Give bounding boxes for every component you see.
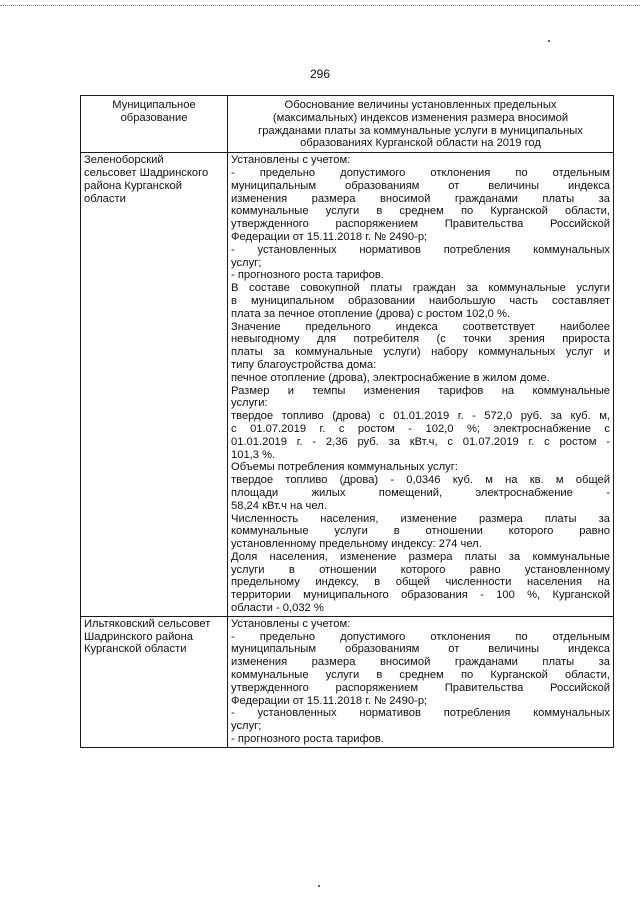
table-row	[81, 616, 614, 747]
header-line: Муниципальное	[112, 99, 196, 111]
justification-line: - прогнозного роста тарифов.	[231, 733, 384, 746]
municipality-cell	[81, 616, 228, 747]
page-number: 296	[309, 67, 331, 81]
scan-speck	[318, 885, 320, 887]
justification-line: в муниципальном образовании наибольшую часть составляет	[231, 294, 610, 307]
justification-cell	[228, 153, 614, 617]
justification-line: услуги:	[231, 397, 268, 410]
justification-line: Установлены с учетом:	[231, 154, 351, 167]
justification-line: области - 0,032 %	[231, 602, 324, 615]
justification-line: коммунальные услуги в среднем по Курганской области,	[231, 205, 610, 218]
justification-line: площади жилых помещений, электроснабжение -	[231, 486, 610, 499]
municipality-line: Зеленоборский	[84, 154, 164, 167]
tariff-justification-table	[80, 95, 614, 748]
justification-line: Установлены с учетом:	[231, 617, 351, 630]
justification-line: коммунальные услуги в отношении которого равно	[231, 525, 610, 538]
justification-line: установленному предельному индексу: 274 чел.	[231, 538, 482, 551]
municipality-line: района Курганской	[84, 179, 182, 192]
table-body	[81, 153, 614, 748]
justification-line: предельному индексу, в общей численности населения на	[231, 576, 610, 589]
justification-line: 01.01.2019 г. - 2,36 руб. за кВт.ч, с 01.07.2019 г. с ростом -	[231, 435, 610, 448]
justification-line: - установленных нормативов потребления коммунальных	[231, 707, 610, 720]
justification-line: Федерации от 15.11.2018 г. № 2490-р;	[231, 230, 428, 243]
justification-line: В составе совокупной платы граждан за коммунальные услуги	[231, 282, 610, 295]
justification-line: изменения размера вносимой гражданами платы за	[231, 656, 610, 669]
header-justification	[228, 96, 614, 153]
justification-line: Доля населения, изменение размера платы за коммунальные	[231, 550, 610, 563]
justification-line: типу благоустройства дома:	[231, 358, 377, 371]
justification-line: муниципальным образованиям от величины индекса	[231, 179, 610, 192]
header-line: Обоснование величины установленных предельных	[284, 99, 557, 111]
justification-line: невыгодному для потребителя (с точки зрения прироста	[231, 333, 610, 346]
justification-line: 58,24 кВт.ч на чел.	[231, 499, 327, 512]
table-header-row	[81, 96, 614, 153]
justification-line: утвержденного распоряжением Правительства Российской	[231, 218, 610, 231]
justification-line: - предельно допустимого отклонения по отдельным	[231, 630, 610, 643]
justification-line: утвержденного распоряжением Правительства Российской	[231, 681, 610, 694]
justification-line: - предельно допустимого отклонения по отдельным	[231, 166, 610, 179]
header-municipality	[81, 96, 228, 153]
justification-line: изменения размера вносимой гражданами платы за	[231, 192, 610, 205]
justification-line: твердое топливо (дрова) с 01.01.2019 г. - 572,0 руб. за куб. м,	[231, 410, 610, 423]
municipality-line: Курганской области	[84, 643, 187, 656]
municipality-line: Шадринского района	[84, 630, 193, 643]
municipality-cell	[81, 153, 228, 617]
scan-artifact-top-edge	[0, 5, 640, 9]
justification-line: - прогнозного роста тарифов.	[231, 269, 384, 282]
justification-line: - установленных нормативов потребления коммунальных	[231, 243, 610, 256]
justification-line: плата за печное отопление (дрова) с ростом 102,0 %.	[231, 307, 511, 320]
justification-line: Численность населения, изменение размера платы за	[231, 512, 610, 525]
justification-line: муниципальным образованиям от величины индекса	[231, 643, 610, 656]
justification-line: услуг;	[231, 256, 262, 269]
municipality-line: области	[84, 192, 126, 205]
justification-line: Значение предельного индекса соответствует наиболее	[231, 320, 610, 333]
justification-cell	[228, 616, 614, 747]
justification-line: печное отопление (дрова), электроснабжение в жилом доме.	[231, 371, 550, 384]
justification-line: твердое топливо (дрова) - 0,0346 куб. м на кв. м общей	[231, 474, 610, 487]
header-line: образованиях Курганской области на 2019 год	[300, 137, 541, 150]
justification-line: Объемы потребления коммунальных услуг:	[231, 461, 458, 474]
justification-line: услуг;	[231, 720, 262, 733]
justification-line: 101,3 %.	[231, 448, 276, 461]
scan-speck	[548, 40, 550, 42]
header-line: гражданами платы за коммунальные услуги в муниципальных	[258, 124, 583, 137]
municipality-line: сельсовет Шадринского	[84, 166, 209, 179]
header-line: образование	[120, 111, 188, 124]
header-line: (максимальных) индексов изменения размера вносимой	[272, 111, 569, 124]
justification-line: территории муниципального образования - 100 %, Курганской	[231, 589, 610, 602]
justification-line: Федерации от 15.11.2018 г. № 2490-р;	[231, 694, 428, 707]
justification-line: платы за коммунальные услуги) набору коммунальных услуг и	[231, 346, 610, 359]
justification-line: услуги в отношении которого равно установленному	[231, 563, 610, 576]
justification-line: Размер и темпы изменения тарифов на коммунальные	[231, 384, 610, 397]
justification-line: с 01.07.2019 г. с ростом - 102,0 %; электроснабжение с	[231, 422, 610, 435]
municipality-line: Ильтяковский сельсовет	[84, 617, 211, 630]
justification-line: коммунальные услуги в среднем по Курганской области,	[231, 669, 610, 682]
table-row	[81, 153, 614, 617]
